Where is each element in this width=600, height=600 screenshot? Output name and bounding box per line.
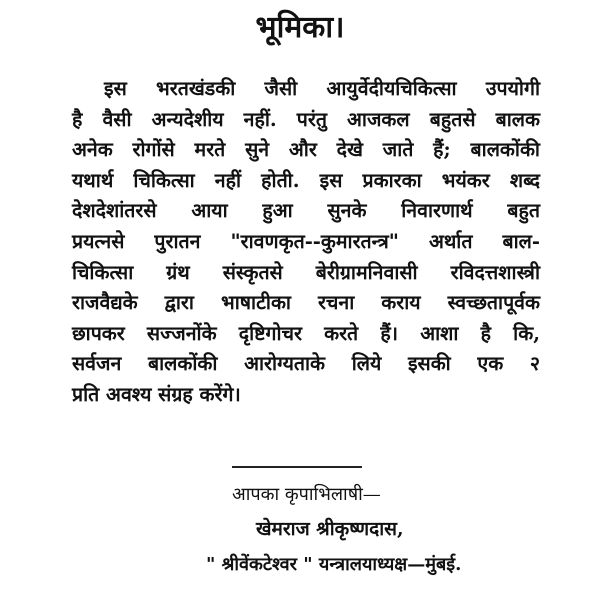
body-line: है वैसी अन्यदेशीय नहीं. परंतु आजकल बहुतसे बालक [72, 107, 540, 131]
body-line: छापकर सज्जनोंके दृष्टिगोचर करते हैं। आशा है कि, [72, 321, 540, 345]
body-line: अनेक रोगोंसे मरते सुने और देखे जाते हैं; बालकोंकी [72, 138, 540, 162]
body-line: प्रति अवश्य संग्रह करेंगे। [72, 382, 241, 406]
preface-body [72, 74, 540, 411]
divider-rule [232, 466, 362, 468]
signature-press: " श्रीवेंकटेश्वर " यन्त्रालयाध्यक्ष—मुंबई. [206, 554, 462, 575]
page-title: भूमिका। [255, 10, 345, 45]
body-line: यथार्थ चिकित्सा नहीं होती. इस प्रकारका भयंकर शब्द [72, 168, 540, 192]
body-line: इस भरतखंडकी जैसी आयुर्वेदीयचिकित्सा उपयोगी [104, 77, 540, 100]
signature-salutation: आपका कृपाभिलाषी— [232, 484, 381, 505]
body-line: देशदेशांतरसे आया हुआ सुनके निवारणार्थ बहुत [72, 199, 540, 223]
body-line: चिकित्सा ग्रंथ संस्कृतसे बेरीग्रामनिवासी रविदत्तशास्त्री [72, 260, 540, 284]
signature-name: खेमराज श्रीकृष्णदास, [256, 518, 404, 540]
body-line: सर्वजन बालकोंकी आरोग्यताके लिये इसकी एक २ [72, 352, 540, 376]
body-line: राजवैद्यके द्वारा भाषाटीका रचना कराय स्वच्छतापूर्वक [72, 291, 540, 315]
body-line: प्रयत्नसे पुरातन "रावणकृत--कुमारतन्त्र" अर्थात बाल- [72, 229, 540, 253]
